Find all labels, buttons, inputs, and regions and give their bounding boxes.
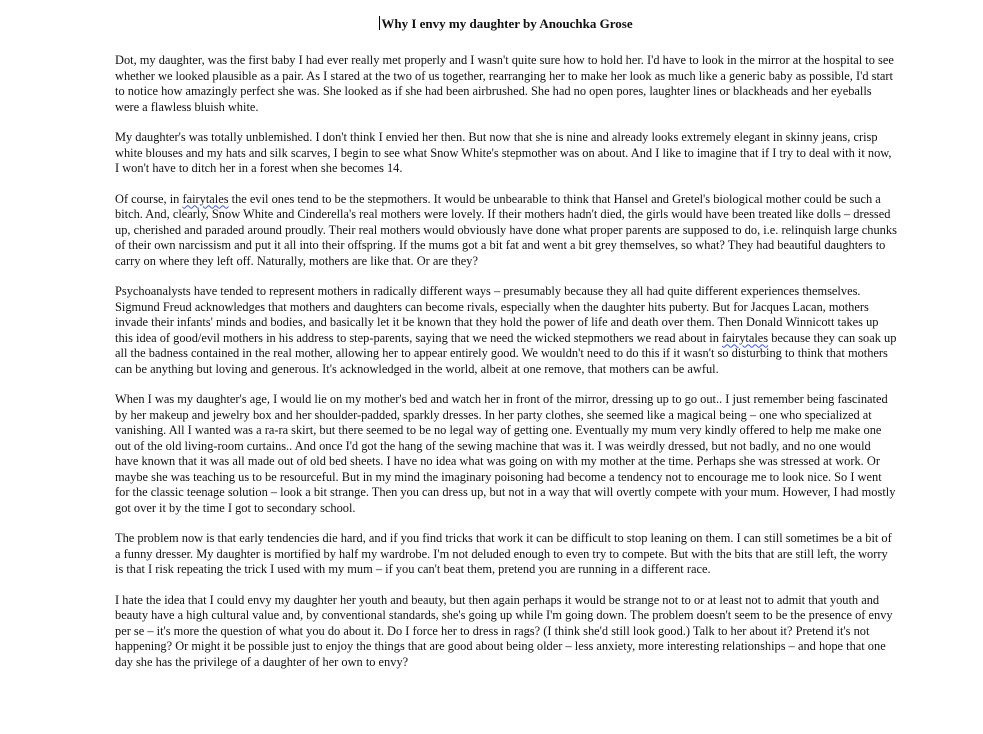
paragraph-7: I hate the idea that I could envy my daughter her youth and beauty, but then again perhaps it would be strange not to or at least not to admit that youth and beauty have a high cultural value and, by conventional standards, she's going up while I'm going down. The problem doesn't seem to be the presence of envy per se – it's more the question of what you do about it. Do I force her to dress in rags? (I think she'd still look good.) Talk to her about it? Pretend it's not happening? Or might it be possible just to enjoy the things that are good about being older – less anxiety, more interesting relationships – and hope that one day she has the privilege of a daughter of her own to envy? [115, 592, 893, 669]
spellcheck-flagged-word[interactable]: fairytales [722, 330, 769, 345]
paragraph-3: Of course, in fairytales the evil ones tend to be the stepmothers. It would be unbearable to think that Hansel and Gretel's biological mother could be such a bitch. And, clearly, Snow White and Cinderella's real mothers were lovely. If their mothers hadn't died, the girls would have been treated like dolls – dressed up, cherished and paraded around proudly. Their real mothers would obviously have done what proper parents are supposed to do, i.e. relinquish large chunks of their own narcissism and put it all into their offspring. If the mums got a bit fat and went a bit grey themselves, so what? They had beautiful daughters to carry on where they left off. Naturally, mothers are like that. Or are they? [115, 191, 897, 268]
paragraph-1: Dot, my daughter, was the first baby I had ever really met properly and I wasn't quite sure how to hold her. I'd have to look in the mirror at the hospital to see whether we looked plausible as a pair. As I stared at the two of us together, rearranging her to make her look as much like a generic baby as possible, I'd start to notice how amazingly perfect she was. She looked as if she had been airbrushed. She had no open pores, laughter lines or blackheads and her eyeballs were a flawless bluish white. [115, 53, 894, 114]
paragraph-2: My daughter's was totally unblemished. I don't think I envied her then. But now that she is nine and already looks extremely elegant in skinny jeans, crisp white blouses and my hats and silk scarves, I begin to see what Snow White's stepmother was on about. And I like to imagine that if I try to deal with it now, I won't have to ditch her in a forest when she becomes 14. [115, 130, 892, 175]
document-body[interactable] [115, 16, 897, 685]
paragraph-6: The problem now is that early tendencies die hard, and if you find tricks that work it can be difficult to stop leaning on them. I can still sometimes be a bit of a funny dresser. My daughter is mortified by half my wardrobe. I'm not deluded enough to even try to compete. But with the bits that are still left, the worry is that I risk repeating the trick I used with my mum – if you can't beat them, pretend you are running in a different race. [115, 531, 892, 576]
paragraph-4: Psychoanalysts have tended to represent mothers in radically different ways – presumably because they all had quite different experiences themselves. Sigmund Freud acknowledges that mothers and daughters can become rivals, especially when the daughter hits puberty. But for Jacques Lacan, mothers invade their infants' minds and bodies, and basically let it be known that they hold the power of life and death over them. Then Donald Winnicott takes up this idea of good/evil mothers in his address to step-parents, saying that we need the wicked stepmothers we read about in fairytales because they can soak up all the badness contained in the real mother, allowing her to appear entirely good. We wouldn't need to do this if it wasn't so disturbing to think that mothers can be anything but loving and generous. It's acknowledged in the world, albeit at one remove, that mothers can be awful. [115, 284, 897, 376]
paragraph-5: When I was my daughter's age, I would lie on my mother's bed and watch her in front of the mirror, dressing up to go out.. I just remember being fascinated by her makeup and jewelry box and her shoulder-padded, sparkly dresses. In her party clothes, she seemed like a magical being – one who specialized at vanishing. All I wanted was a ra-ra skirt, but there seemed to be no legal way of getting one. Eventually my mum very kindly offered to help me make one out of the old living-room curtains.. And once I'd got the hang of the sewing machine that was it. I was weirdly dressed, but not badly, and no one would have known that it was all made out of old bed sheets. I have no idea what was going on with my mother at the time. Perhaps she was stressed at work. Or maybe she was teaching us to be resourceful. But in my mind the imaginary poisoning had become a tendency not to encourage me to look nice. So I went for the classic teenage solution – look a bit strange. Then you can dress up, but not in a way that will overtly compete with your mum. However, I had mostly got over it by the time I got to secondary school. [115, 392, 896, 515]
document-title [115, 16, 897, 32]
title-text: Why I envy my daughter by Anouchka Grose [381, 16, 633, 31]
spellcheck-flagged-word[interactable]: fairytales [182, 191, 229, 206]
